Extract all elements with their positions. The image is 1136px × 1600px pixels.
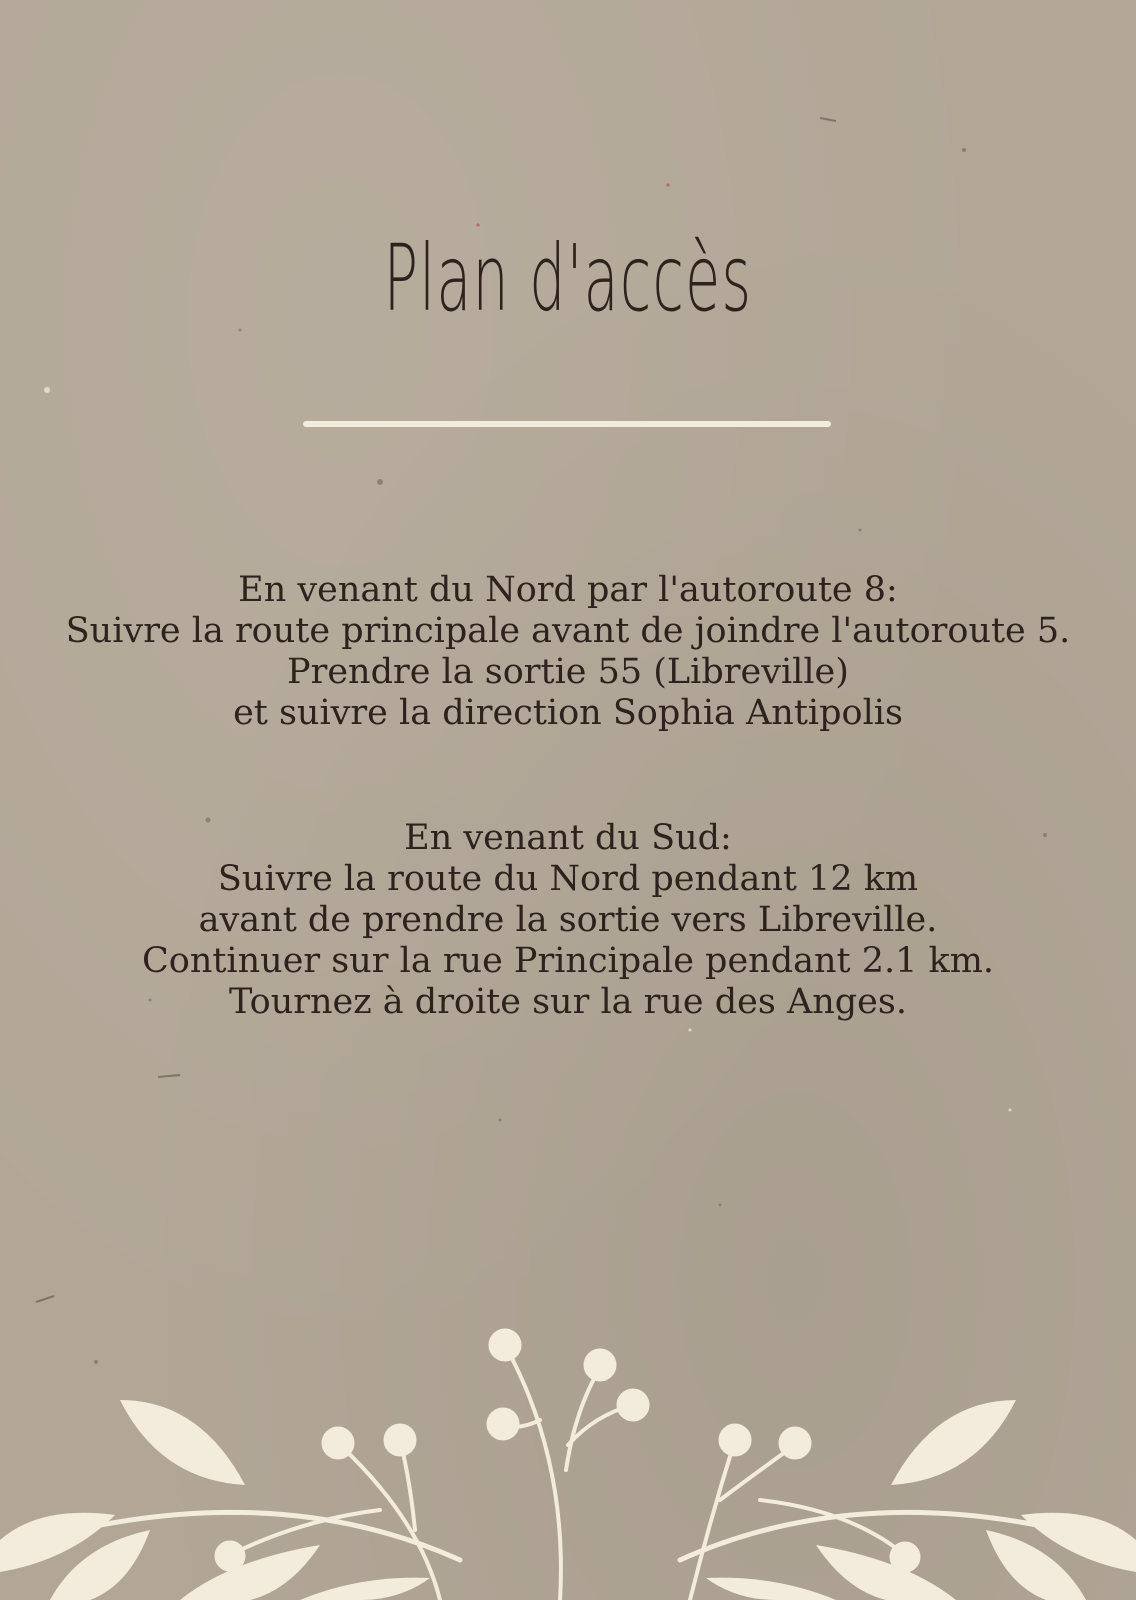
south-line-3: Continuer sur la rue Principale pendant 2.1 km. — [141, 941, 995, 981]
south-heading: En venant du Sud: — [404, 818, 732, 858]
title-underline — [303, 421, 831, 427]
berry-cluster — [487, 1329, 649, 1440]
page-title: Plan d'accès — [383, 225, 753, 332]
north-line-2: Prendre la sortie 55 (Libreville) — [287, 652, 849, 692]
north-line-3: et suivre la direction Sophia Antipolis — [233, 693, 903, 733]
south-line-4: Tournez à droite sur la rue des Anges. — [229, 982, 907, 1022]
south-line-2: avant de prendre la sortie vers Libreville. — [198, 900, 938, 940]
north-line-1: Suivre la route principale avant de joindre l'autoroute 5. — [65, 611, 1071, 651]
directions-from-north — [60, 570, 1076, 734]
north-heading: En venant du Nord par l'autoroute 8: — [238, 570, 898, 610]
directions-from-south — [60, 818, 1076, 1023]
south-line-1: Suivre la route du Nord pendant 12 km — [217, 859, 919, 899]
foliage-decoration — [0, 1300, 1136, 1600]
berry-sprig — [505, 1345, 633, 1600]
